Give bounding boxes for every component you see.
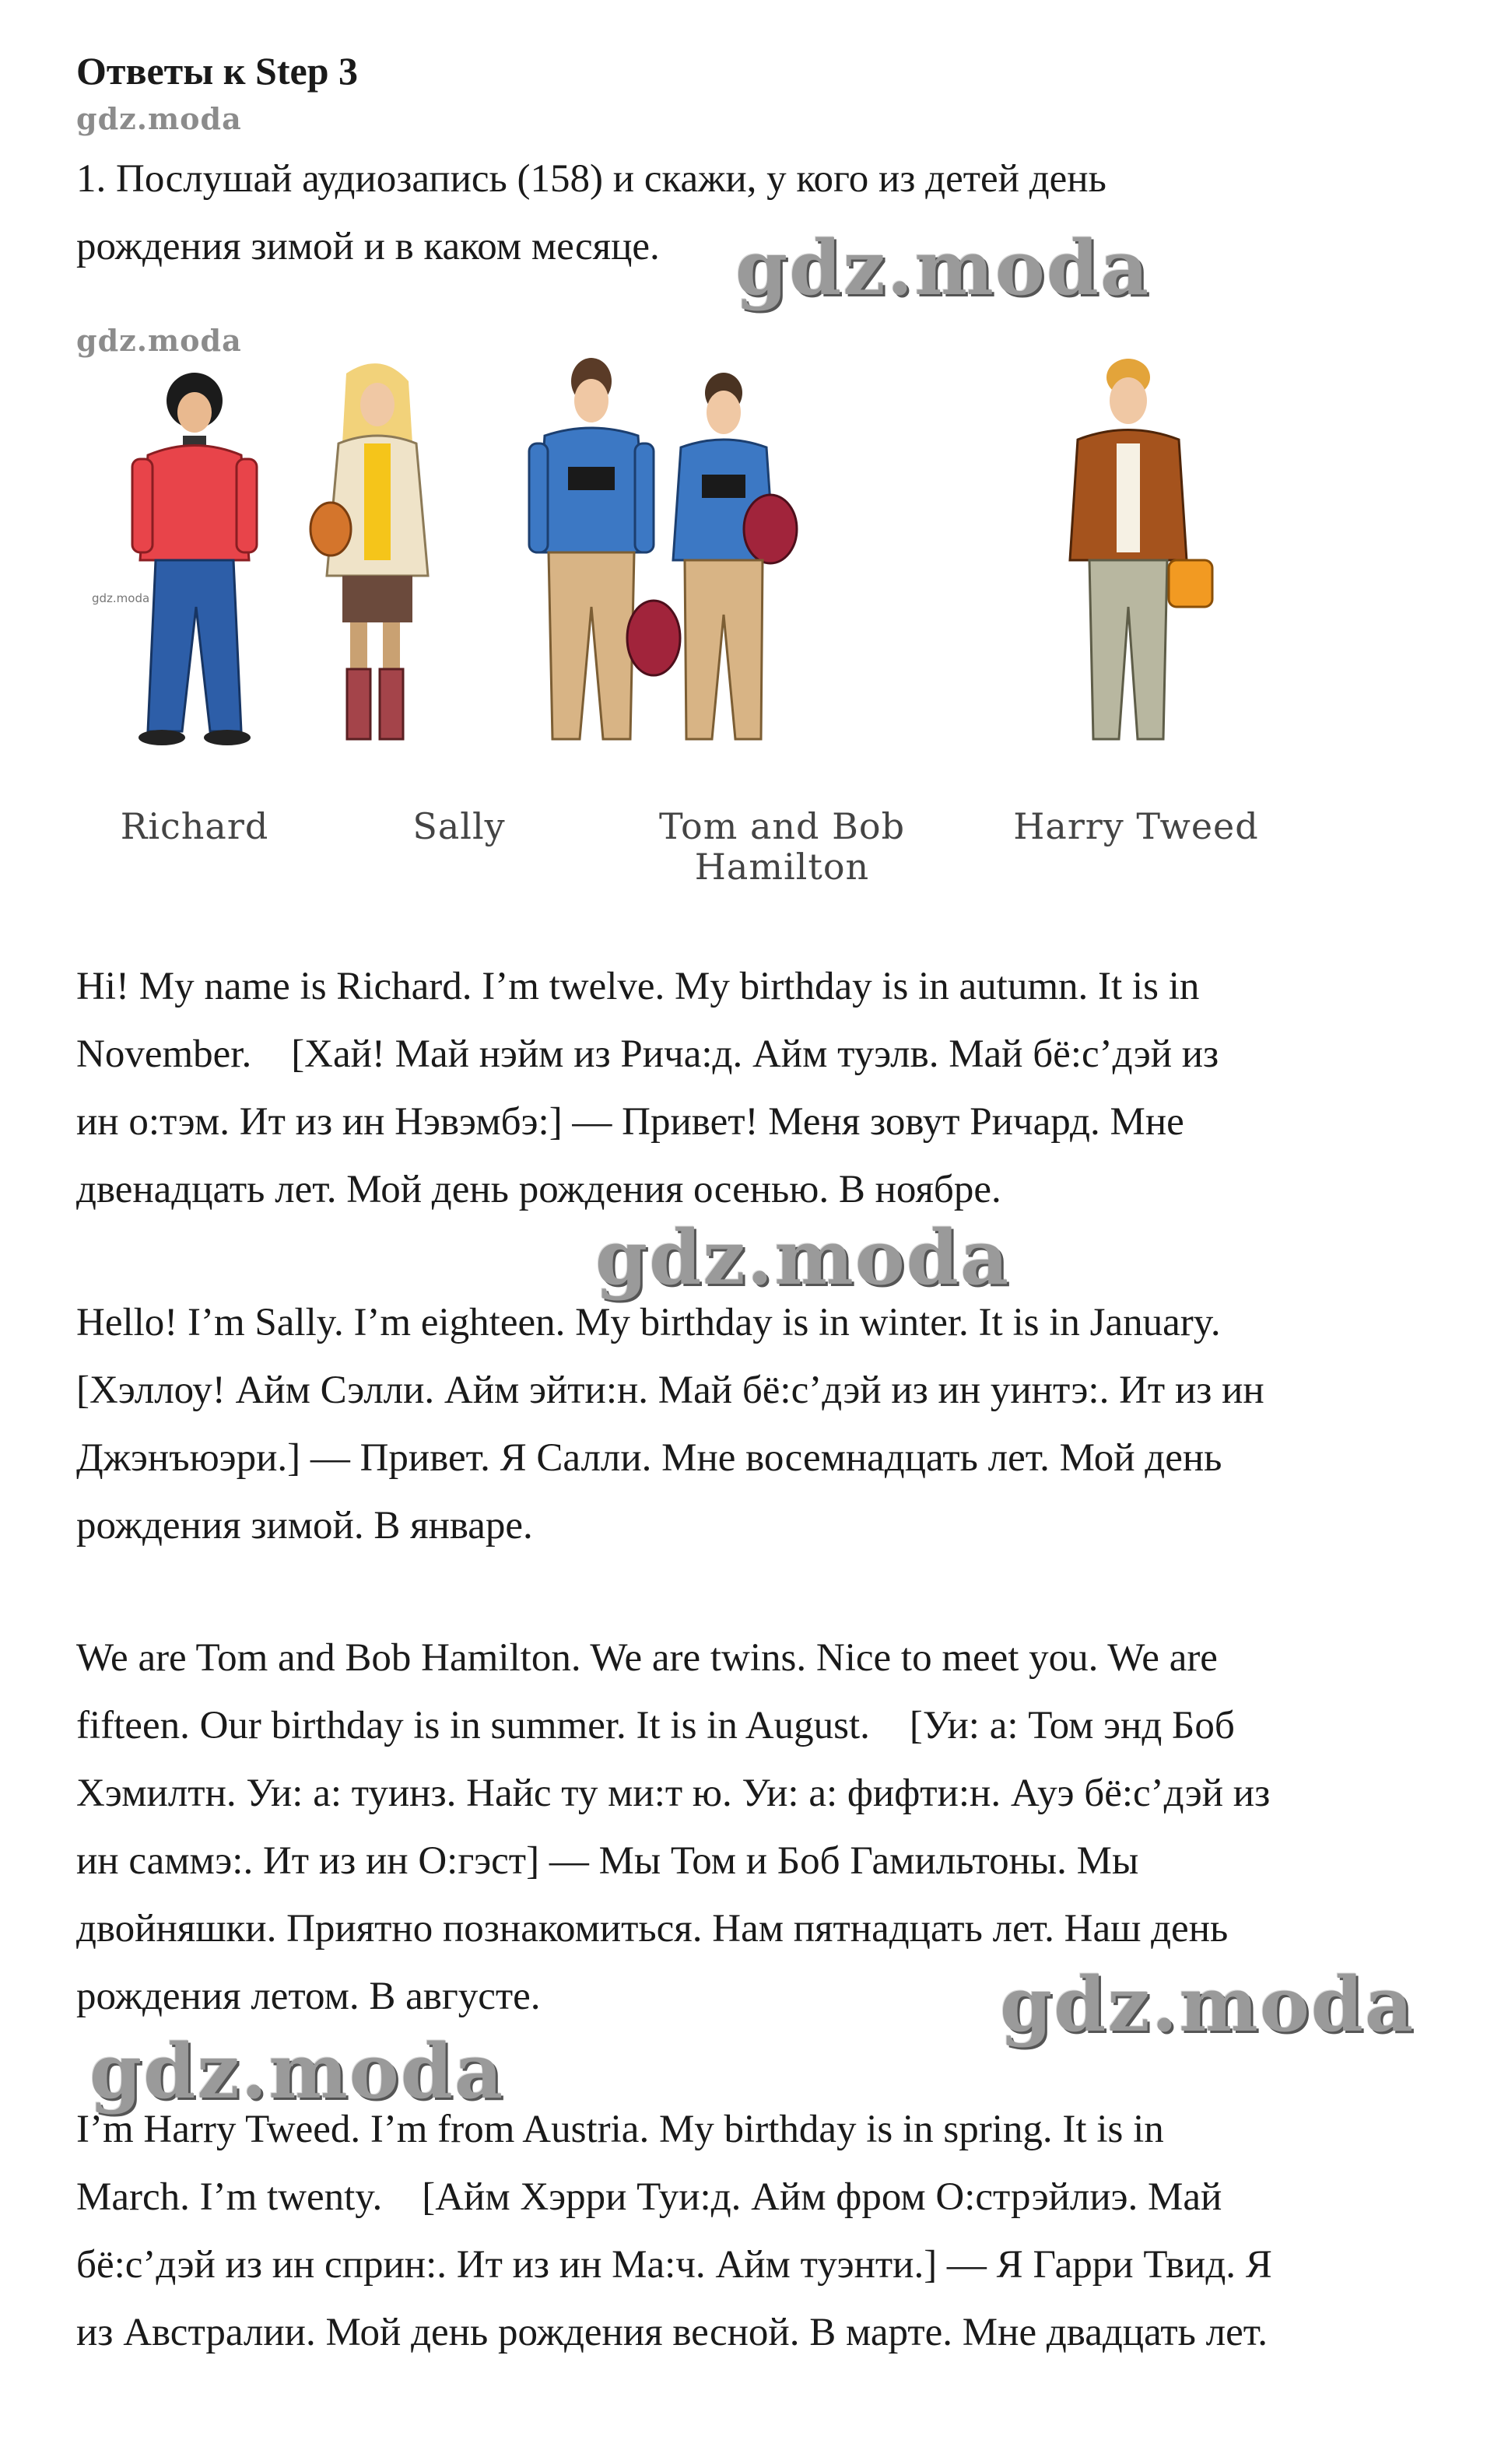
watermark: gdz.moda	[735, 224, 1151, 312]
caption-twins-line2: Hamilton	[694, 846, 870, 888]
paragraph-sally: Hello! I’m Sally. I’m eighteen. My birthday is in winter. It is in January. [Хэллоу! Айм Сэлли. Айм эйти:н. Май бё:с’дэй из ин уинтэ:. Ит из ин Джэнъюэри.] — Привет. Я Салли. Мне восемнадцать лет. Мой день рождения зимой. В январе.	[76, 1301, 1264, 1547]
watermark: gdz.moda	[76, 101, 242, 136]
caption-richard: Richard	[120, 805, 269, 847]
caption-twins-line1: Tom and Bob	[658, 805, 906, 847]
caption-sally: Sally	[412, 805, 506, 847]
watermark: gdz.moda	[92, 591, 150, 605]
bob-figure	[673, 373, 797, 739]
tom-figure	[529, 358, 680, 739]
paragraph-richard: Hi! My name is Richard. I’m twelve. My birthday is in autumn. It is in November. [Хай! Май нэйм из Рича:д. Айм туэлв. Май бё:с’дэй из ин о:тэм. Ит из ин Нэвэмбэ:] — Привет! Меня зовут Ричард. Мне двенадцать лет. Мой день рождения осенью. В ноябре.	[76, 965, 1219, 1211]
harry-figure	[1070, 359, 1212, 739]
paragraph-harry: I’m Harry Tweed. I’m from Austria. My birthday is in spring. It is in March. I’m twenty. [Айм Хэрри Туи:д. Айм фром О:стрэйлиэ. Май бё:с’дэй из ин сприн:. Ит из ин Ма:ч. Айм туэнти.] — Я Гарри Твид. Я из Австралии. Мой день рождения весной. В марте. Мне двадцать лет.	[76, 2108, 1272, 2354]
watermark: gdz.moda	[76, 323, 242, 358]
sally-figure	[310, 363, 428, 739]
watermark: gdz.moda	[1000, 1961, 1415, 2049]
watermark: gdz.moda	[89, 2028, 505, 2115]
caption-harry: Harry Tweed	[1013, 805, 1259, 847]
watermark: gdz.moda	[595, 1214, 1011, 1302]
page-title: Ответы к Step 3	[76, 49, 359, 93]
richard-figure	[132, 373, 257, 745]
task-text: 1. Послушай аудиозапись (158) и скажи, у кого из детей день рождения зимой и в каком месяце.	[76, 157, 1106, 268]
people-illustration	[101, 327, 1268, 778]
paragraph-twins: We are Tom and Bob Hamilton. We are twins. Nice to meet you. We are fifteen. Our birthday is in summer. It is in August. [Уи: а: Том энд Боб Хэмилтн. Уи: а: туинз. Найс ту ми:т ю. Уи: а: фифти:н. Ауэ бё:с’дэй из ин саммэ:. Ит из ин О:гэст] — Мы Том и Боб Гамильтоны. Мы двойняшки. Приятно познакомиться. Нам пятнадцать лет. Наш день рождения летом. В августе.	[76, 1636, 1271, 2018]
